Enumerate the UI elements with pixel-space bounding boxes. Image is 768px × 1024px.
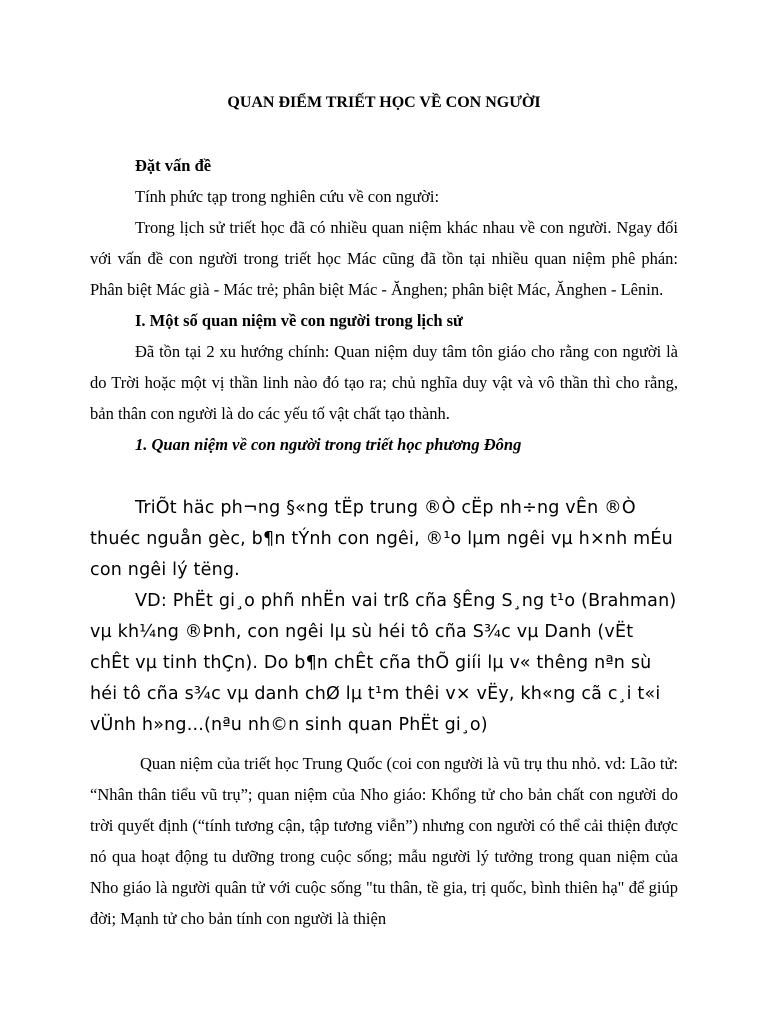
garbled-paragraph-1: TriÕt häc ph¬ng §«ng tËp trung ®Ò cËp nh÷ng vÊn ®Ò thuéc nguån gèc, b¶n tÝnh con ngêi, ®¹o lµm ngêi vµ h×nh mÉu con ngêi lý tëng. xyxy=(90,498,673,580)
paragraph-china: Quan niệm của triết học Trung Quốc (coi con người là vũ trụ thu nhỏ. vd: Lão tử: “Nhân thân tiểu vũ trụ”; quan niệm của Nho giáo: Khổng tử cho bản chất con người do trời quyết định (“tính tương cận, tập tương viễn”) nhưng con người có thể cải thiện được nó qua hoạt động tu dưỡng trong cuộc sống; mẫu người lý tưởng trong quan niệm của Nho giáo là người quân tử với cuộc sống "tu thân, tề gia, trị quốc, bình thiên hạ" để giúp đời; Mạnh tử cho bản tính con người là thiện xyxy=(90,754,678,928)
intro-line: Tính phức tạp trong nghiên cứu về con người: xyxy=(135,187,440,206)
document-title: QUAN ĐIỂM TRIẾT HỌC VỀ CON NGƯỜI xyxy=(227,94,541,111)
garbled-section xyxy=(90,493,678,741)
garbled-paragraph-2: VD: PhËt gi¸o phñ nhËn vai trß cña §Êng S¸ng t¹o (Brahman) vµ kh¼ng ®Þnh, con ngêi lµ sù héi tô cña S¾c vµ Danh (vËt chÊt vµ tinh thÇn). Do b¶n chÊt cña thÕ giíi lµ v« thêng nªn sù héi tô cña s¾c vµ danh chØ lµ t¹m thêi v× vËy, kh«ng cã c¸i t«i vÜnh h»ng...(nªu nh©n sinh quan PhËt gi¸o) xyxy=(90,591,677,735)
heading-1: I. Một số quan niệm về con người trong lịch sử xyxy=(135,311,463,330)
body-section-intro xyxy=(90,150,678,460)
body-section-china xyxy=(90,748,678,934)
subheading-1: 1. Quan niệm về con người trong triết học phương Đông xyxy=(135,435,522,454)
paragraph-trends: Đã tồn tại 2 xu hướng chính: Quan niệm duy tâm tôn giáo cho rằng con người là do Trời hoặc một vị thần linh nào đó tạo ra; chủ nghĩa duy vật và vô thần thì cho rằng, bản thân con người là do các yếu tố vật chất tạo thành. xyxy=(90,342,678,423)
section-heading: Đặt vấn đề xyxy=(135,156,212,175)
paragraph-history: Trong lịch sử triết học đã có nhiều quan niệm khác nhau về con người. Ngay đối với vấn đề con người trong triết học Mác cũng đã tồn tại nhiều quan niệm phê phán: Phân biệt Mác già - Mác trẻ; phân biệt Mác - Ănghen; phân biệt Mác, Ănghen - Lênin. xyxy=(90,218,678,299)
